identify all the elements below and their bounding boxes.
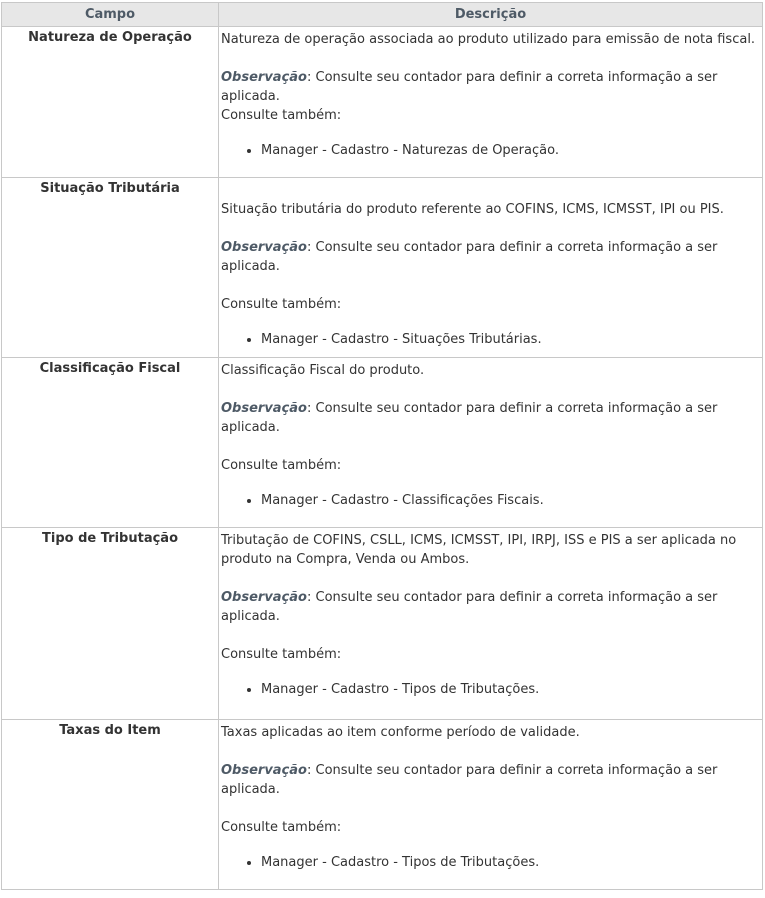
description-text: Tributação de COFINS, CSLL, ICMS, ICMSST, IPI, IRPJ, ISS e PIS a ser aplicada no produto na Compra, Venda ou Ambos.	[221, 533, 737, 567]
field-name: Classificação Fiscal	[2, 358, 219, 528]
header-campo: Campo	[2, 3, 219, 27]
see-also-link[interactable]: • Manager - Cadastro - Naturezas de Operação.	[261, 141, 756, 160]
field-name: Tipo de Tributação	[2, 528, 219, 720]
see-also-link[interactable]: • Manager - Cadastro - Tipos de Tributações.	[261, 853, 756, 872]
observation-text: : Consulte seu contador para definir a correta informação a ser aplicada.	[221, 240, 718, 274]
table-row	[2, 720, 763, 890]
observation-text: : Consulte seu contador para definir a correta informação a ser aplicada.	[221, 70, 718, 104]
observation-label: Observação	[221, 240, 307, 255]
table-row	[2, 178, 763, 358]
observation-label: Observação	[221, 401, 307, 416]
field-description	[219, 720, 763, 890]
description-text: Taxas aplicadas ao item conforme período de validade.	[221, 725, 580, 740]
table-header-row	[2, 3, 763, 27]
field-name: Situação Tributária	[2, 178, 219, 358]
header-descricao: Descrição	[219, 3, 763, 27]
see-also-list	[221, 141, 756, 160]
see-also-label: Consulte também:	[221, 647, 342, 662]
see-also-list	[221, 680, 756, 699]
observation-text: : Consulte seu contador para definir a correta informação a ser aplicada.	[221, 401, 718, 435]
see-also-list	[221, 330, 756, 349]
description-text: Classificação Fiscal do produto.	[221, 363, 425, 378]
field-description	[219, 178, 763, 358]
see-also-label: Consulte também:	[221, 297, 342, 312]
observation-label: Observação	[221, 763, 307, 778]
see-also-link[interactable]: • Manager - Cadastro - Tipos de Tributações.	[261, 680, 756, 699]
see-also-list	[221, 491, 756, 510]
observation	[221, 399, 756, 437]
table-row	[2, 528, 763, 720]
field-name: Taxas do Item	[2, 720, 219, 890]
observation-label: Observação	[221, 70, 307, 85]
table-row	[2, 358, 763, 528]
see-also-link[interactable]: • Manager - Cadastro - Situações Tributárias.	[261, 330, 756, 349]
field-name: Natureza de Operação	[2, 27, 219, 178]
description-text: Situação tributária do produto referente ao COFINS, ICMS, ICMSST, IPI ou PIS.	[221, 202, 724, 217]
fields-table	[1, 2, 763, 890]
observation-text: : Consulte seu contador para definir a correta informação a ser aplicada.	[221, 590, 718, 624]
see-also-list	[221, 853, 756, 872]
observation-text: : Consulte seu contador para definir a correta informação a ser aplicada.	[221, 763, 718, 797]
field-description	[219, 358, 763, 528]
observation	[221, 588, 756, 626]
see-also-label: Consulte também:	[221, 108, 342, 123]
observation-label: Observação	[221, 590, 307, 605]
see-also-label: Consulte também:	[221, 820, 342, 835]
see-also-link[interactable]: • Manager - Cadastro - Classificações Fiscais.	[261, 491, 756, 510]
field-description	[219, 528, 763, 720]
observation	[221, 68, 756, 106]
observation	[221, 761, 756, 799]
see-also-label: Consulte também:	[221, 458, 342, 473]
observation	[221, 238, 756, 276]
table-row	[2, 27, 763, 178]
description-text: Natureza de operação associada ao produto utilizado para emissão de nota fiscal.	[221, 32, 756, 47]
field-description	[219, 27, 763, 178]
